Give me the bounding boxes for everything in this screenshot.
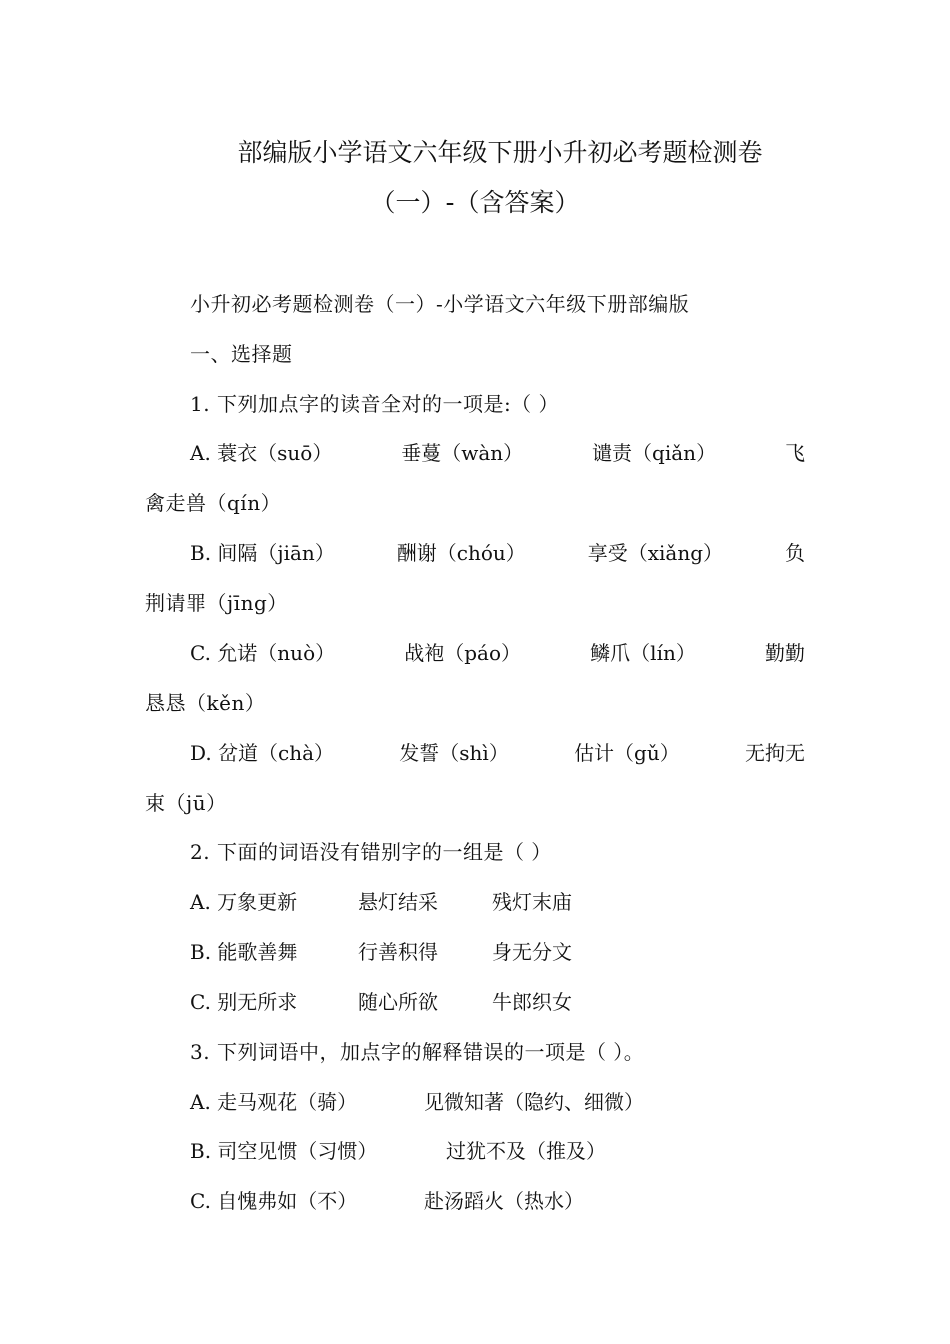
option-label: A. 万象更新 <box>190 890 298 914</box>
option-term: 悬灯结采 <box>358 890 438 914</box>
question-2-stem: 2. 下面的词语没有错别字的一组是（ ） <box>190 840 552 864</box>
question-1-option-d <box>190 737 805 766</box>
question-1-option-a <box>190 437 805 466</box>
question-3-option-a <box>190 1086 644 1115</box>
option-label: C. 自愧弗如（不） <box>190 1189 358 1213</box>
option-term: 负 <box>785 541 805 565</box>
option-term: 见微知著（隐约、细微） <box>424 1090 644 1114</box>
question-1-option-c <box>190 637 805 666</box>
option-term: 过犹不及（推及） <box>446 1139 606 1163</box>
question-3-stem: 3. 下列词语中，加点字的解释错误的一项是（ ）。 <box>190 1040 645 1064</box>
option-term: 身无分文 <box>492 940 572 964</box>
document-title-line-1: 部编版小学语文六年级下册小升初必考题检测卷 <box>237 138 763 167</box>
question-1-option-c-continued: 恳恳（kěn） <box>145 691 266 715</box>
option-term: 随心所欲 <box>358 990 438 1014</box>
option-term: 行善积得 <box>358 940 438 964</box>
option-term: 战袍（páo） <box>404 641 522 665</box>
option-label: B. 司空见惯（习惯） <box>190 1139 378 1163</box>
question-3-option-c <box>190 1185 584 1214</box>
exam-subtitle: 小升初必考题检测卷（一）-小学语文六年级下册部编版 <box>190 292 690 316</box>
option-label: B. 能歌善舞 <box>190 940 298 964</box>
option-term: 享受（xiǎng） <box>587 541 724 565</box>
question-3-option-b <box>190 1135 606 1164</box>
question-1-option-b <box>190 537 805 566</box>
option-label: C. 别无所求 <box>190 990 298 1014</box>
option-term: 估计（gǔ） <box>574 741 680 765</box>
option-term: A. 蓑衣（suō） <box>190 441 333 465</box>
option-term: 赴汤蹈火（热水） <box>424 1189 584 1213</box>
question-1-stem: 1. 下列加点字的读音全对的一项是:（ ） <box>190 392 560 416</box>
option-term: 垂蔓（wàn） <box>401 441 524 465</box>
option-term: C. 允诺（nuò） <box>190 641 336 665</box>
option-term: D. 岔道（chà） <box>190 741 335 765</box>
option-term: 残灯末庙 <box>492 890 572 914</box>
option-term: 鳞爪（lín） <box>590 641 696 665</box>
option-term: 飞 <box>784 441 805 465</box>
option-term: 无拘无 <box>744 741 805 765</box>
question-2-option-b <box>190 936 572 965</box>
option-term: 谴责（qiǎn） <box>592 441 717 465</box>
option-term: 牛郎织女 <box>492 990 572 1014</box>
question-1-option-b-continued: 荆请罪（jīng） <box>145 591 288 615</box>
option-term: 酬谢（chóu） <box>396 541 526 565</box>
section-heading-choice: 一、选择题 <box>190 342 293 366</box>
option-term: B. 间隔（jiān） <box>190 541 335 565</box>
document-title-line-2: （一）-（含答案） <box>370 188 580 217</box>
question-2-option-a <box>190 886 572 915</box>
question-1-option-d-continued: 束（jū） <box>145 791 227 815</box>
question-1-option-a-continued: 禽走兽（qín） <box>145 491 282 515</box>
option-term: 勤勤 <box>765 641 805 665</box>
option-label: A. 走马观花（骑） <box>190 1090 358 1114</box>
question-2-option-c <box>190 986 572 1015</box>
option-term: 发誓（shì） <box>399 741 509 765</box>
